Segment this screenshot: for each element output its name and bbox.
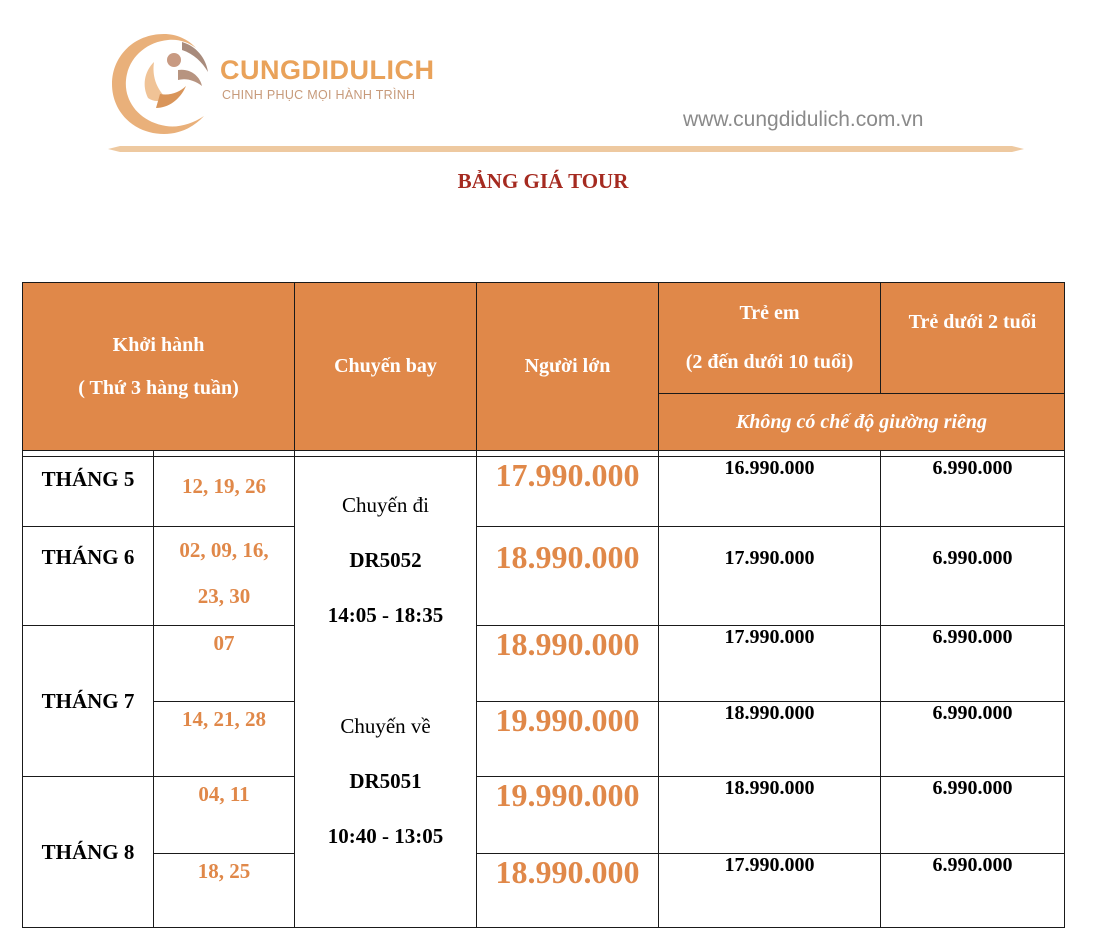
adult-price-row-1: 17.990.000 [477,457,659,527]
dates-row-2-line2: 23, 30 [197,584,251,608]
infant-price-row-6: 6.990.000 [881,854,1065,928]
child-price-row-2: 17.990.000 [659,527,881,626]
dates-row-4: 14, 21, 28 [154,702,295,777]
header-divider [108,144,1024,154]
infant-price-row-4: 6.990.000 [881,702,1065,777]
adult-price-row-3: 18.990.000 [477,626,659,702]
header-child-age: (2 đến dưới 10 tuổi) [685,351,854,373]
price-table [22,282,1065,928]
dates-row-1: 12, 19, 26 [154,457,295,527]
child-price-row-5: 18.990.000 [659,777,881,854]
month-5: THÁNG 5 [23,457,154,527]
infant-price-row-5: 6.990.000 [881,777,1065,854]
child-price-row-3: 17.990.000 [659,626,881,702]
child-price-row-1: 16.990.000 [659,457,881,527]
outbound-code: DR5052 [349,548,422,572]
logo-emblem-icon [108,28,220,138]
adult-price-row-6: 18.990.000 [477,854,659,928]
adult-price-row-4: 19.990.000 [477,702,659,777]
header-departure [23,283,295,451]
header-infant: Trẻ dưới 2 tuổi [881,283,1065,394]
brand-name: CUNGDIDULICH [220,55,435,85]
flight-info [295,457,477,928]
header-child [659,283,881,394]
header-child-title: Trẻ em [739,302,800,324]
infant-price-row-2: 6.990.000 [881,527,1065,626]
child-price-row-4: 18.990.000 [659,702,881,777]
return-label: Chuyến về [340,714,431,738]
header-flight: Chuyến bay [295,283,477,451]
month-6: THÁNG 6 [23,527,154,626]
month-7: THÁNG 7 [23,626,154,777]
infant-price-row-3: 6.990.000 [881,626,1065,702]
dates-row-2 [154,527,295,626]
return-code: DR5051 [349,769,422,793]
dates-row-2-line1: 02, 09, 16, [179,538,269,562]
outbound-label: Chuyến đi [342,493,429,517]
outbound-time: 14:05 - 18:35 [327,603,444,627]
dates-row-5: 04, 11 [154,777,295,854]
header-departure-title: Khởi hành [112,333,205,356]
dates-row-3: 07 [154,626,295,702]
adult-price-row-5: 19.990.000 [477,777,659,854]
infant-price-row-1: 6.990.000 [881,457,1065,527]
child-price-row-6: 17.990.000 [659,854,881,928]
header-adult: Người lớn [477,283,659,451]
page-title: BẢNG GIÁ TOUR [457,169,629,193]
dates-row-6: 18, 25 [154,854,295,928]
header-child-note: Không có chế độ giường riêng [659,394,1065,451]
adult-price-row-2: 18.990.000 [477,527,659,626]
return-time: 10:40 - 13:05 [327,824,444,848]
brand-tagline: CHINH PHỤC MỌI HÀNH TRÌNH [222,88,416,102]
website-url: www.cungdidulich.com.vn [683,108,924,131]
month-8: THÁNG 8 [23,777,154,928]
header-departure-note: ( Thứ 3 hàng tuần) [78,376,239,399]
